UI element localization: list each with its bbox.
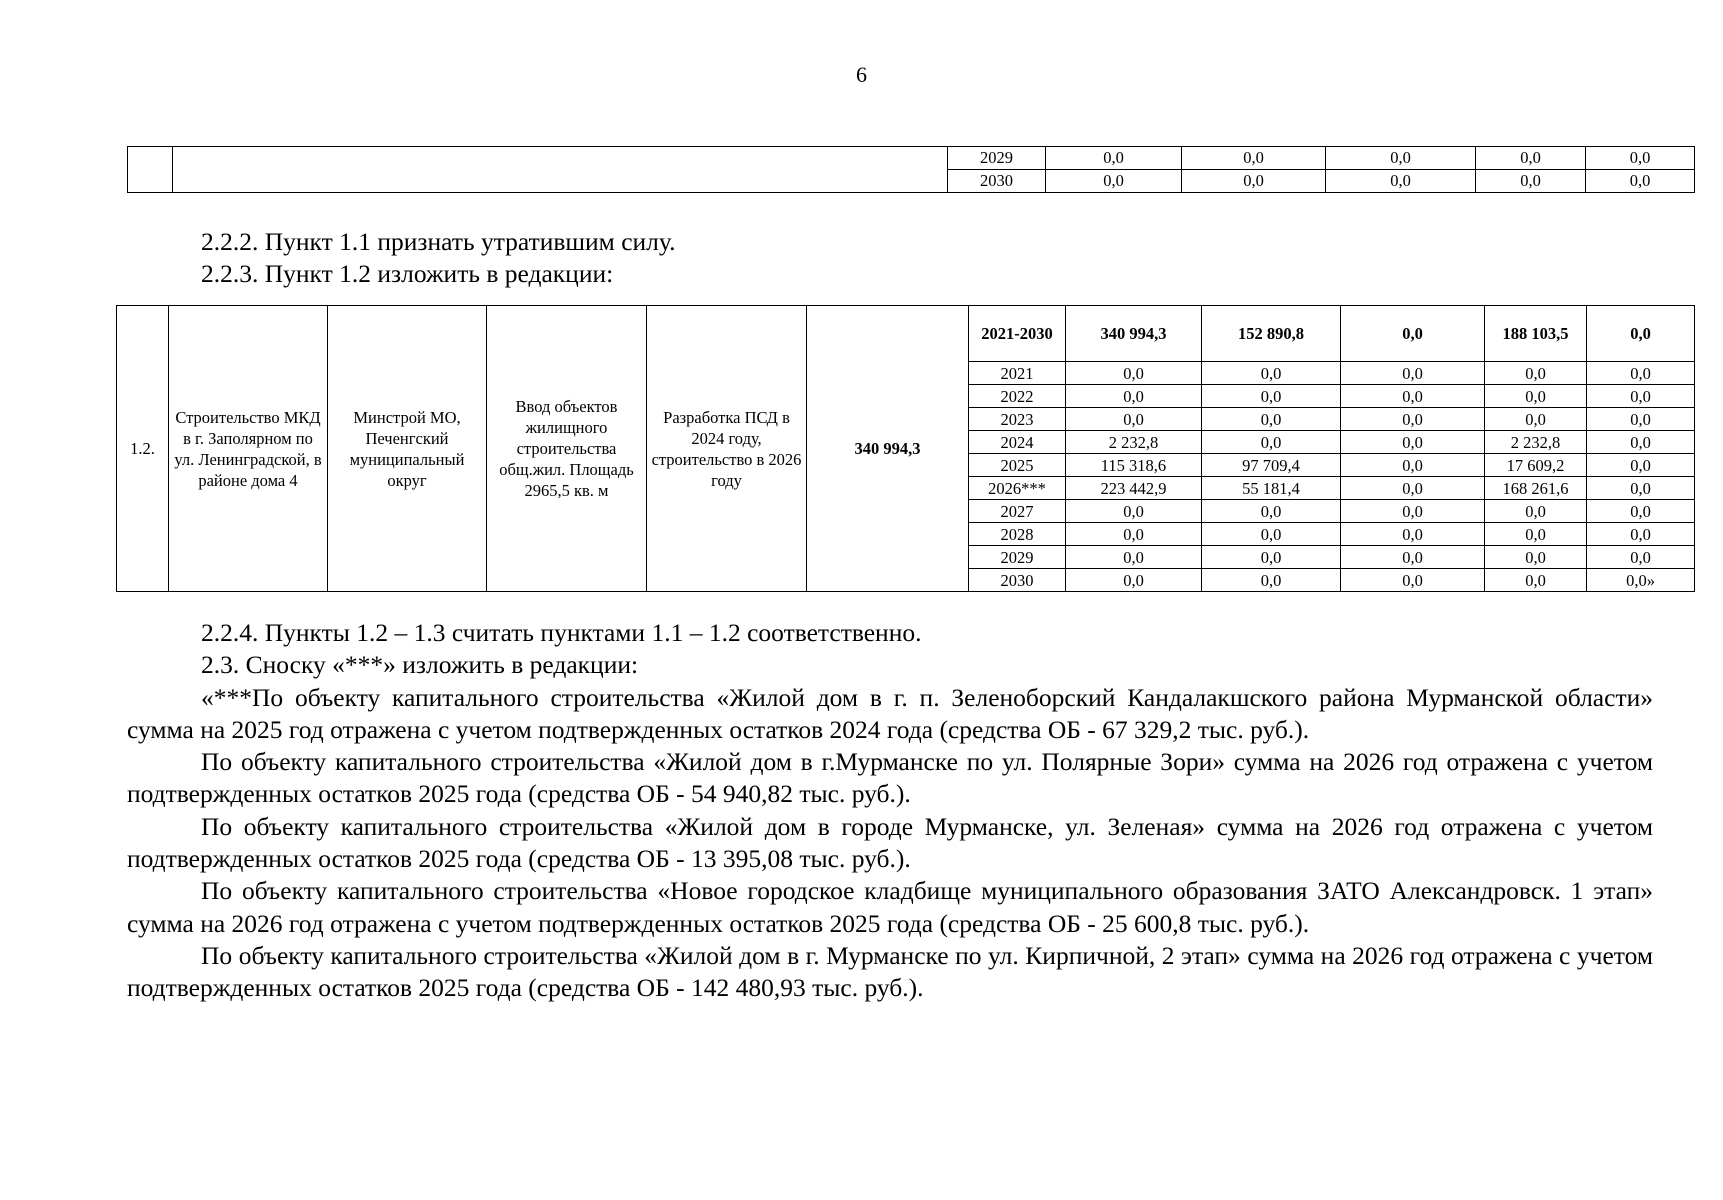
- value-cell: 0,0: [1485, 523, 1587, 546]
- year-cell: 2024: [969, 431, 1066, 454]
- value-cell: 0,0: [1066, 546, 1202, 569]
- footnote-paragraph: По объекту капитального строительства «Жилой дом в городе Мурманске, ул. Зеленая» сумма на 2026 год отражена с учетом подтвержденных остатков 2025 года (средства ОБ - 13 395,08 тыс. руб.).: [127, 811, 1653, 874]
- value-cell: 0,0: [1066, 408, 1202, 431]
- value-cell: 0,0: [1202, 362, 1341, 385]
- footnote-paragraph: По объекту капитального строительства «Жилой дом в г.Мурманске по ул. Полярные Зори» сумма на 2026 год отражена с учетом подтвержденных остатков 2025 года (средства ОБ - 54 940,82 тыс. руб.).: [127, 747, 1653, 809]
- value-cell: 0,0: [1341, 569, 1485, 592]
- empty-cell: [128, 147, 173, 193]
- footnote-paragraph: По объекту капитального строительства «Жилой дом в г. Мурманске по ул. Кирпичной, 2 этап» сумма на 2026 год отражена с учетом подтвержденных остатков 2025 года (средства ОБ - 142 480,93 тыс. руб.).: [127, 940, 1653, 1003]
- value-cell: 0,0: [1341, 500, 1485, 523]
- value-cell: 0,0: [1587, 431, 1695, 454]
- value-cell: 0,0: [1587, 500, 1695, 523]
- value-cell: 0,0: [1202, 569, 1341, 592]
- paragraph-2-2-3: 2.2.3. Пункт 1.2 изложить в редакции:: [201, 259, 614, 288]
- value-cell: 0,0: [1066, 523, 1202, 546]
- value-cell: 0,0: [1587, 454, 1695, 477]
- value-cell: 0,0: [1341, 306, 1485, 362]
- paragraph-2-3: 2.3. Сноску «***» изложить в редакции:: [201, 650, 639, 680]
- table-row: [128, 147, 1695, 170]
- value-cell: 0,0: [1326, 170, 1476, 193]
- value-cell: 0,0: [1587, 408, 1695, 431]
- value-cell: 0,0: [1046, 170, 1182, 193]
- value-cell: 0,0: [1587, 385, 1695, 408]
- value-cell: 152 890,8: [1202, 306, 1341, 362]
- value-cell: 0,0: [1202, 523, 1341, 546]
- value-cell: 0,0: [1485, 362, 1587, 385]
- value-cell: 0,0: [1341, 431, 1485, 454]
- page-number: 6: [856, 62, 867, 87]
- value-cell: 0,0: [1485, 408, 1587, 431]
- top-table-fragment: [127, 146, 1695, 193]
- year-cell: 2021-2030: [969, 306, 1066, 362]
- value-cell: 223 442,9: [1066, 477, 1202, 500]
- value-cell: 0,0: [1066, 385, 1202, 408]
- value-cell: 0,0: [1485, 569, 1587, 592]
- value-cell: 2 232,8: [1066, 431, 1202, 454]
- main-table: [116, 305, 1695, 592]
- year-cell: 2028: [969, 523, 1066, 546]
- value-cell: 0,0: [1587, 477, 1695, 500]
- value-cell: 0,0: [1202, 408, 1341, 431]
- body-text: [127, 617, 1653, 1005]
- value-cell: 0,0: [1341, 477, 1485, 500]
- value-cell: 0,0: [1587, 362, 1695, 385]
- year-cell: 2027: [969, 500, 1066, 523]
- total-cost: 340 994,3: [807, 306, 969, 592]
- value-cell: 97 709,4: [1202, 454, 1341, 477]
- indicator: Ввод объектов жилищного строительства общ.жил. Площадь 2965,5 кв. м: [487, 306, 647, 592]
- year-cell: 2029: [948, 147, 1046, 170]
- value-cell: 0,0»: [1587, 569, 1695, 592]
- year-cell: 2025: [969, 454, 1066, 477]
- footnote-paragraph: По объекту капитального строительства «Новое городское кладбище муниципального образования ЗАТО Александровск. 1 этап» сумма на 2026 год отражена с учетом подтвержденных остатков 2025 года (средства ОБ - 25 600,8 тыс. руб.).: [127, 876, 1653, 938]
- value-cell: 0,0: [1341, 408, 1485, 431]
- year-cell: 2021: [969, 362, 1066, 385]
- year-cell: 2029: [969, 546, 1066, 569]
- value-cell: 0,0: [1066, 500, 1202, 523]
- footnote-paragraph: «***По объекту капитального строительства «Жилой дом в г. п. Зеленоборский Кандалакшского района Мурманской области» сумма на 2025 год отражена с учетом подтвержденных остатков 2024 года (средства ОБ - 67 329,2 тыс. руб.).: [127, 682, 1653, 744]
- paragraph-2-2-4: 2.2.4. Пункты 1.2 – 1.3 считать пунктами 1.1 – 1.2 соответственно.: [201, 618, 922, 647]
- table-row: [117, 306, 1695, 362]
- value-cell: 168 261,6: [1485, 477, 1587, 500]
- value-cell: 0,0: [1587, 306, 1695, 362]
- value-cell: 0,0: [1066, 569, 1202, 592]
- value-cell: 340 994,3: [1066, 306, 1202, 362]
- value-cell: 0,0: [1485, 500, 1587, 523]
- value-cell: 2 232,8: [1485, 431, 1587, 454]
- year-cell: 2030: [948, 170, 1046, 193]
- value-cell: 0,0: [1476, 170, 1586, 193]
- value-cell: 0,0: [1046, 147, 1182, 170]
- year-cell: 2026***: [969, 477, 1066, 500]
- value-cell: 188 103,5: [1485, 306, 1587, 362]
- year-cell: 2023: [969, 408, 1066, 431]
- value-cell: 0,0: [1341, 523, 1485, 546]
- value-cell: 0,0: [1182, 147, 1326, 170]
- value-cell: 0,0: [1202, 546, 1341, 569]
- value-cell: 0,0: [1485, 546, 1587, 569]
- value-cell: 0,0: [1586, 147, 1695, 170]
- value-cell: 0,0: [1202, 431, 1341, 454]
- object-name: Строительство МКД в г. Заполярном по ул. Ленинградской, в районе дома 4: [169, 306, 328, 592]
- value-cell: 17 609,2: [1485, 454, 1587, 477]
- value-cell: 0,0: [1476, 147, 1586, 170]
- value-cell: 0,0: [1341, 385, 1485, 408]
- value-cell: 0,0: [1326, 147, 1476, 170]
- value-cell: 0,0: [1341, 362, 1485, 385]
- value-cell: 0,0: [1202, 500, 1341, 523]
- value-cell: 0,0: [1485, 385, 1587, 408]
- value-cell: 55 181,4: [1202, 477, 1341, 500]
- year-cell: 2030: [969, 569, 1066, 592]
- value-cell: 0,0: [1341, 454, 1485, 477]
- paragraph-2-2-2: 2.2.2. Пункт 1.1 признать утратившим силу.: [201, 227, 676, 256]
- item-number: 1.2.: [117, 306, 169, 592]
- value-cell: 0,0: [1341, 546, 1485, 569]
- value-cell: 0,0: [1587, 546, 1695, 569]
- empty-cell: [173, 147, 948, 193]
- stage: Разработка ПСД в 2024 году, строительство в 2026 году: [647, 306, 807, 592]
- year-cell: 2022: [969, 385, 1066, 408]
- value-cell: 0,0: [1586, 170, 1695, 193]
- value-cell: 0,0: [1182, 170, 1326, 193]
- value-cell: 0,0: [1066, 362, 1202, 385]
- value-cell: 115 318,6: [1066, 454, 1202, 477]
- value-cell: 0,0: [1202, 385, 1341, 408]
- value-cell: 0,0: [1587, 523, 1695, 546]
- executor: Минстрой МО, Печенгский муниципальный округ: [328, 306, 487, 592]
